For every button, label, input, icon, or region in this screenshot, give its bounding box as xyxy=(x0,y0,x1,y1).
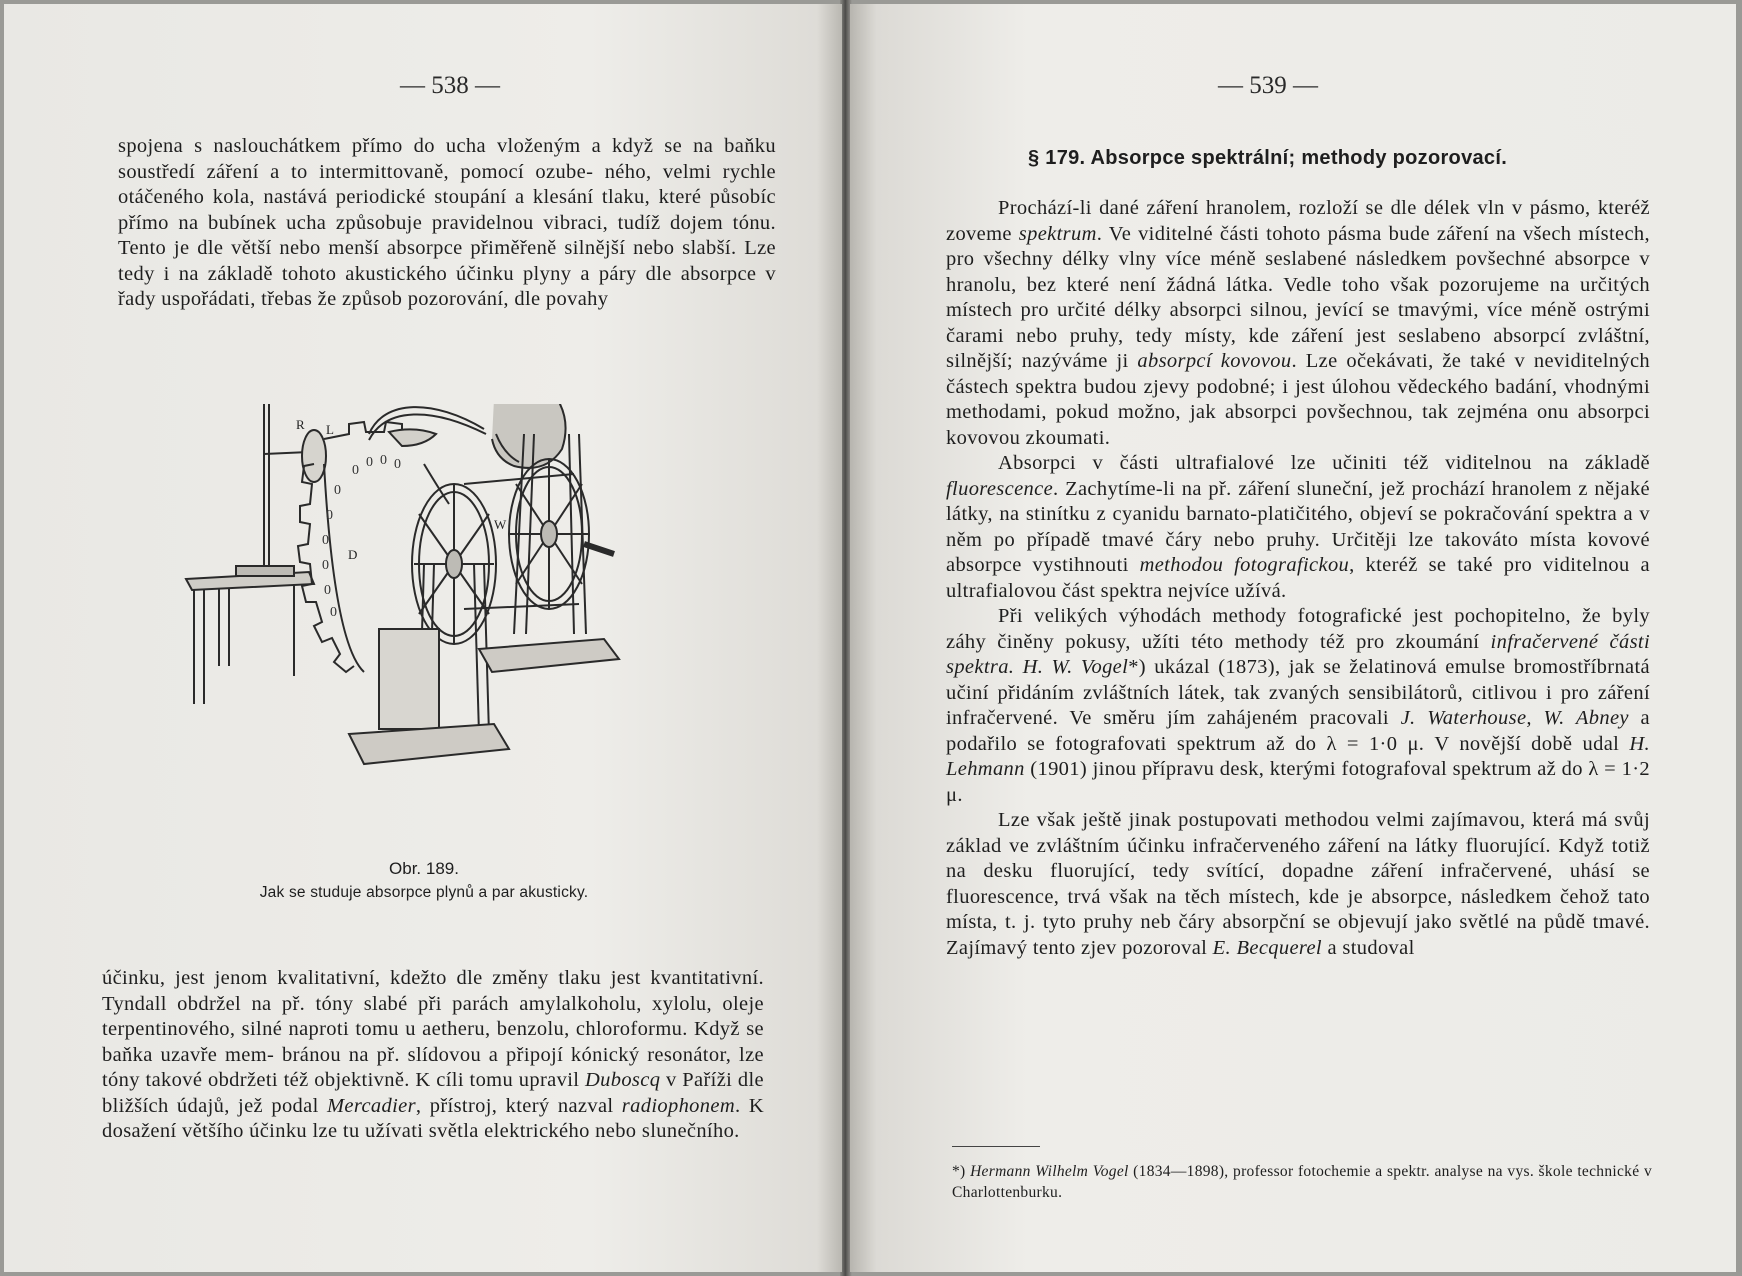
svg-text:0: 0 xyxy=(334,483,341,498)
text-line: základě tohoto akustického účinku plyny a páry dle absorpce xyxy=(207,262,757,285)
text-line: v Paříži dle bližších údajů, jež podal xyxy=(102,1069,764,1117)
figure-label-l: L xyxy=(326,422,334,437)
section-heading: § 179. Absorpce spektrální; methody pozorovací. xyxy=(1028,147,1508,169)
text-fragment: nazval xyxy=(557,1094,614,1117)
figure-caption: Jak se studuje absorpce plynů a par akusticky. xyxy=(259,884,589,901)
figure-label-r: R xyxy=(296,417,305,432)
term: fluorescence xyxy=(946,477,1054,500)
text-fragment: , přístroj, který xyxy=(415,1094,550,1117)
svg-text:0: 0 xyxy=(322,533,329,548)
term: radiophonem xyxy=(621,1094,735,1117)
apparatus-figure xyxy=(174,404,674,844)
footnote-rule xyxy=(952,1146,1040,1147)
svg-text:0: 0 xyxy=(352,463,359,478)
left-page xyxy=(4,4,842,1272)
person-name: H. Lehmann xyxy=(946,732,1650,780)
left-top-text xyxy=(118,134,776,313)
text-line: světla elektrického nebo slunečního. xyxy=(428,1120,740,1142)
svg-text:0: 0 xyxy=(326,508,333,523)
paragraph-1: Prochází-li dané záření hranolem, rozloží se dle délek vln v pásmo, kteréž zoveme spektrum. Ve viditelné části tohoto pásma bude záření na všech místech, pro všechny délky vlny více méně seslabené následkem povšechné absorpce v hranolu, bez které není žádná látka. Vedle toho však pozorujeme na určitých místech pro určité délky absorpci silnou, jevící se tmavými, více méně ostrými čarami nebo pruhy, tedy místy, kde záření jest seslabeno absorpcí zvláštní, silnější; nazýváme ji absorpcí kovovou. Lze očekávati, že také v neviditelných částech spektra budou zjevy podobné; i jest úlohou vědeckého badání, vhodnými methodami, pokud možno, jak absorpci povšechnou, tak zejména onu absorpci kovovou zkoumati. xyxy=(946,197,1650,449)
svg-text:0: 0 xyxy=(330,605,337,620)
right-page xyxy=(850,4,1736,1272)
paragraph-3: Při velikých výhodách methody fotografické jest pochopitelno, že byly záhy činěny pokusy, užíti této methody též pro zkoumání infračervené části spektra. H. W. Vogel*) ukázal (1873), jak se želatinová emulse bromostříbrnatá učiní přidáním zvláštních látek, tak zvaných sensibilátorů, citlivou i pro záření infračervené. Ve směru jím zahájeném pracovali J. Waterhouse, W. Abney a podařilo se fotografovati spektrum až do λ = 1·0 μ. V novější době udal H. Lehmann (1901) jinou přípravu desk, kterými fotografoval spektrum až do λ = 1·2 μ. xyxy=(946,605,1651,806)
text-line: a klesání tlaku, které působíc přímo na bubínek ucha způsobuje xyxy=(118,186,776,234)
text-line: u aetheru, benzolu, chloroformu. Když se baňka uzavře mem- xyxy=(102,1018,764,1066)
figure-number: Obr. 189. xyxy=(389,859,459,878)
term: methodou fotografickou xyxy=(1139,554,1350,576)
svg-text:0: 0 xyxy=(366,455,373,470)
text-line: pravidelnou vibraci, tudíž dojem tónu. Tento je dle větší nebo xyxy=(118,211,777,259)
paragraph-4: Lze však ještě jinak postupovati methodou velmi zajímavou, která má svůj základ ve zvláštním účinku infračerveného záření na látky fluorující. Když totiž na desku fluorující, tedy svítící, dopadne záření infračervené, uhásí se fluorescence, trvá však na těch místech, kde je absorpce, následkem čehož tato místa, t. j. tyto pruhy neb čáry absorpční se objevují jako světlé na půdě tmavé. Zajímavý tento zjev pozoroval E. Becquerel a studoval xyxy=(946,809,1650,959)
person-name: Hermann Wilhelm Vogel xyxy=(970,1163,1129,1180)
person-name: E. Becquerel xyxy=(1212,936,1322,959)
person-name: Duboscq xyxy=(584,1069,661,1091)
text-line: v řady uspořádati, třebas že způsob pozorování, dle povahy xyxy=(118,262,776,310)
figure-label-w: W xyxy=(494,517,507,532)
text-fragment: . K dosažení většího účinku lze tu užívati xyxy=(102,1094,764,1142)
figure-label-d: D xyxy=(348,547,358,562)
left-bottom-text xyxy=(102,966,764,1145)
footnote: *) Hermann Wilhelm Vogel (1834—1898), professor fotochemie a spektr. analyse na vys. škole technické v Charlottenburku. xyxy=(952,1163,1652,1201)
term: infračervené části spektra. H. W. Vogel xyxy=(946,630,1651,678)
text-line: spojena s naslouchátkem přímo do ucha vloženým a když se xyxy=(118,135,683,157)
text-line: bránou na př. slídovou a připojí kónický resonátor, lze tóny xyxy=(102,1043,764,1091)
person-name: Mercadier xyxy=(327,1094,416,1117)
text-line: amylalkoholu, xylolu, oleje terpentinového, silné naproti tomu xyxy=(102,992,764,1040)
text-line: takové obdržeti též objektivně. K cíli tomu upravil xyxy=(145,1069,580,1091)
right-page-number: — 539 — xyxy=(1218,72,1318,99)
svg-text:0: 0 xyxy=(322,558,329,573)
svg-text:0: 0 xyxy=(324,583,331,598)
text-line: menší absorpce přiměřeně silnější nebo slabší. Lze tedy i na xyxy=(118,237,776,285)
person-name: J. Waterhouse, W. Abney xyxy=(1400,707,1629,729)
left-page-number: — 538 — xyxy=(400,72,500,99)
text-line: na baňku soustředí záření a to intermittovaně, pomocí ozube- xyxy=(118,135,777,183)
right-body-text xyxy=(946,196,1650,961)
text-line: ného, velmi rychle otáčeného kola, nastává periodické stoupání xyxy=(118,160,777,208)
text-line: kvantitativní. Tyndall obdržel na př. tóny slabé při parách xyxy=(102,967,764,1015)
paragraph-2: Absorpci v části ultrafialové lze učiniti též viditelnou na základě fluorescence. Zachytíme-li na př. záření sluneční, jež prochází hranolem z nějaké látky, na stinítku z cyanidu barnato-platičitého, objeví se pokračování spektra a v něm po případě tmavé čáry nebo pruhy. Určitěji lze takováto místa kovové absorpce vystihnouti methodou fotografickou, kteréž se také pro viditelnou a ultrafialovou část spektra nejvíce užívá. xyxy=(946,452,1650,602)
svg-text:0: 0 xyxy=(380,453,387,468)
text-line: účinku, jest jenom kvalitativní, kdežto dle změny tlaku jest xyxy=(102,967,641,989)
term: spektrum xyxy=(1018,222,1097,245)
term: absorpcí kovovou xyxy=(1137,350,1292,372)
svg-text:0: 0 xyxy=(394,457,401,472)
